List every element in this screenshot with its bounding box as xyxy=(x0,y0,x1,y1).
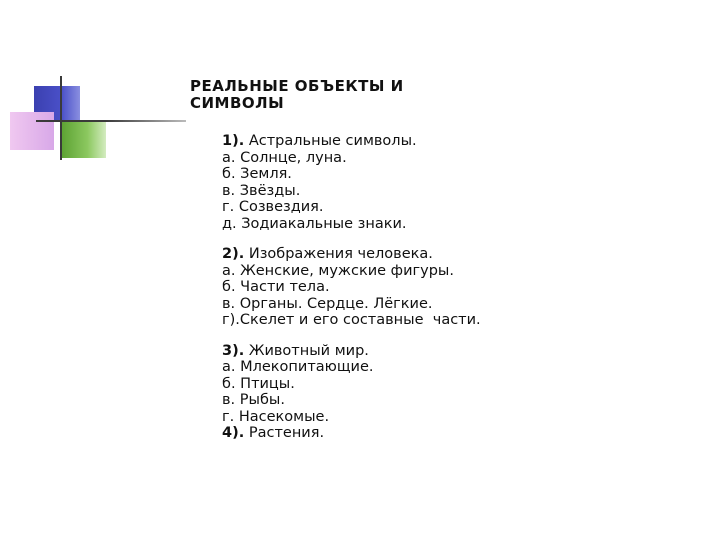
decorative-horizontal-line-fade xyxy=(106,120,186,122)
list-group-heading xyxy=(222,343,481,360)
slide-title xyxy=(190,78,404,112)
group-number: 4). xyxy=(222,425,245,441)
list-group-animals xyxy=(222,343,481,442)
list-item: б. Птицы. xyxy=(222,375,295,392)
list-item: в. Органы. Сердце. Лёгкие. xyxy=(222,295,433,312)
list-group-heading xyxy=(222,133,481,150)
list-item: в. Звёзды. xyxy=(222,182,301,199)
list-item: а. Солнце, луна. xyxy=(222,149,347,166)
list-group-human xyxy=(222,246,481,329)
group-number: 1). xyxy=(222,133,245,149)
group-heading-text: Изображения человека. xyxy=(244,246,433,262)
decorative-pink-square xyxy=(10,112,54,150)
list-item: б. Земля. xyxy=(222,166,292,182)
slide-title-line-1: РЕАЛЬНЫЕ ОБЪЕКТЫ И xyxy=(190,77,404,95)
group-number: 2). xyxy=(222,246,245,262)
decorative-green-square xyxy=(60,120,106,158)
group-heading-text: Растения. xyxy=(244,425,325,441)
list-group-astral xyxy=(222,133,481,232)
decorative-vertical-line xyxy=(60,76,62,160)
list-item: д. Зодиакальные знаки. xyxy=(222,215,407,232)
list-group-heading xyxy=(222,425,481,442)
list-item: а. Млекопитающие. xyxy=(222,359,374,375)
list-item: г).Скелет и его составные части. xyxy=(222,312,481,328)
slide-content xyxy=(222,133,481,442)
list-item: в. Рыбы. xyxy=(222,392,285,408)
list-item: б. Части тела. xyxy=(222,279,330,295)
group-heading-text: Животный мир. xyxy=(244,342,369,359)
list-item: а. Женские, мужские фигуры. xyxy=(222,262,454,279)
list-item: г. Созвездия. xyxy=(222,199,324,215)
list-item: г. Насекомые. xyxy=(222,408,330,425)
group-number: 3). xyxy=(222,342,245,359)
slide-title-line-2: СИМВОЛЫ xyxy=(190,94,285,112)
list-group-heading xyxy=(222,246,481,263)
group-heading-text: Астральные символы. xyxy=(244,133,417,149)
